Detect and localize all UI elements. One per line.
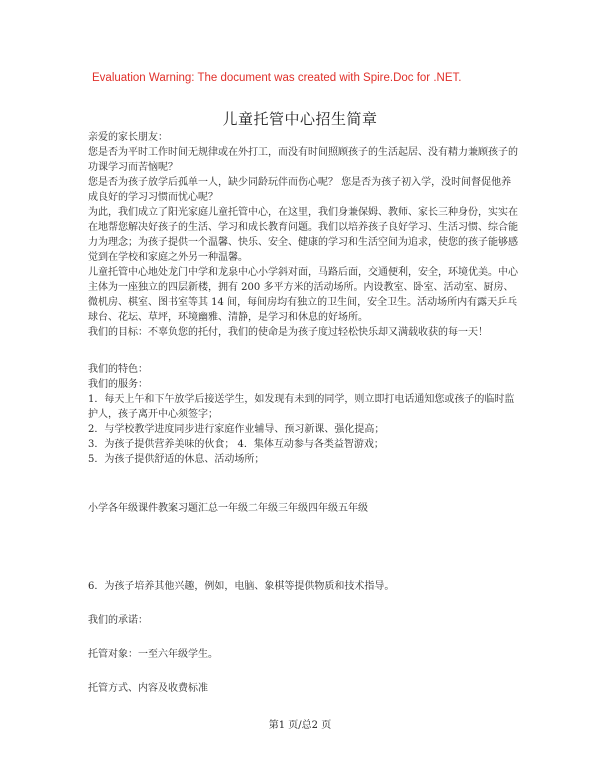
spacer: [88, 340, 520, 362]
service-item-5: 5．为孩子提供舒适的休息、活动场所；: [88, 454, 265, 465]
service-item-1: 1．每天上午和下午放学后接送学生，如发现有未到的同学，则立即打电话通知您或孩子的临时监护人，孩子离开中心须签字；: [88, 394, 515, 420]
spacer: [88, 516, 520, 579]
materials-line: 小学各年级课件教案习题汇总一年级二年级三年级四年级五年级: [88, 503, 368, 514]
evaluation-warning: Evaluation Warning: The document was created with Spire.Doc for .NET.: [92, 72, 462, 84]
target-line: 托管对象：一至六年级学生。: [88, 649, 218, 660]
method-line: 托管方式、内容及收费标准: [88, 683, 208, 694]
spacer: [88, 594, 520, 613]
paragraph-4: 儿童托管中心地处龙门中学和龙泉中心小学斜对面，马路后面，交通便利，安全，环境优美。中心主体为一座独立的四层新楼，拥有 200 多平方米的活动场所。内设教室、卧室、活动室、厨房、微机房、棋室、图书室等其 14 间，每间房均有独立的卫生间，安全卫生。活动场所内有露天乒乓球台、花坛、草坪，环境幽雅、清静，是学习和休息的好场所。: [88, 267, 518, 323]
spacer: [88, 628, 520, 647]
spacer: [88, 662, 520, 681]
promise-heading: 我们的承诺：: [88, 615, 148, 626]
page-number: 第1 页/总2 页: [268, 720, 332, 731]
document-title: 儿童托管中心招生简章: [222, 110, 378, 128]
paragraph-1: 您是否为平时工作时间无规律或在外打工，而没有时间照顾孩子的生活起居、没有精力兼顾孩子的功课学习而苦恼呢？: [88, 147, 518, 173]
features-heading: 我们的特色：: [88, 364, 148, 375]
spacer: [88, 467, 520, 501]
greeting: 亲爱的家长朋友：: [88, 132, 168, 143]
services-heading: 我们的服务：: [88, 379, 148, 390]
service-item-2: 2．与学校教学进度同步进行家庭作业辅导、预习新课、强化提高；: [88, 424, 385, 435]
paragraph-3: 为此，我们成立了阳光家庭儿童托管中心，在这里，我们身兼保姆、教师、家长三种身份，实实在在地帮您解决好孩子的生活、学习和成长教育问题。我们以培养孩子良好学习、生活习惯、综合能力为理念；为孩子提供一个温馨、快乐、安全、健康的学习和生活空间为追求，使您的孩子能够感觉到在学校和家庭之外另一种温馨。: [88, 207, 518, 263]
paragraph-5: 我们的目标：不辜负您的托付，我们的使命是为孩子度过轻松快乐却又满载收获的每一天！: [88, 327, 488, 338]
paragraph-2: 您是否为孩子放学后孤单一人，缺少同龄玩伴而伤心呢？ 您是否为孩子初入学，没时间督促他养成良好的学习习惯而忧心呢？: [88, 177, 512, 203]
service-item-6: 6．为孩子培养其他兴趣，例如，电脑、象棋等提供物质和技术指导。: [88, 581, 395, 592]
document-body: [88, 130, 520, 696]
service-item-3: 3．为孩子提供营养美味的伙食； 4．集体互动参与各类益智游戏；: [88, 439, 384, 450]
